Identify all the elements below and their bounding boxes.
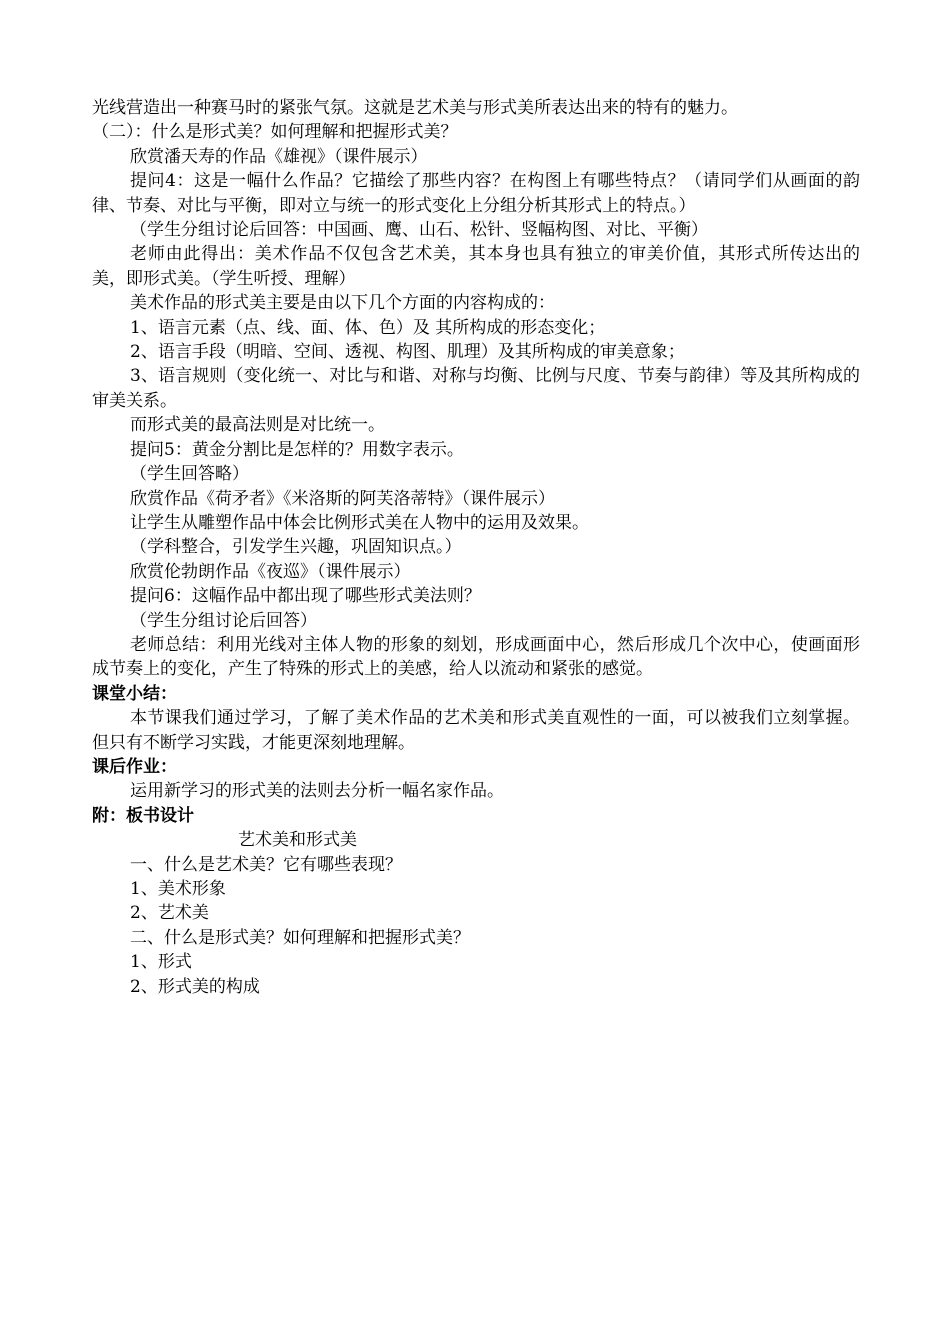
paragraph-class-summary: 本节课我们通过学习，了解了美术作品的艺术美和形式美直观性的一面，可以被我们立刻掌握。但只有不断学习实践，才能更深刻地理解。 [92, 708, 860, 753]
paragraph-integration: （学科整合，引发学生兴趣，巩固知识点。） [130, 537, 462, 558]
paragraph-student-answer-4: （学生分组讨论后回答：中国画、鹰、山石、松针、竖幅构图、对比、平衡） [130, 220, 708, 241]
paragraph-form-composition: 美术作品的形式美主要是由以下几个方面的内容构成的： [130, 293, 555, 314]
board-item-art-beauty: 一、什么是艺术美？它有哪些表现？ [130, 854, 402, 875]
paragraph-appreciate-night-watch: 欣赏伦勃朗作品《夜巡》（课件展示） [130, 561, 411, 582]
board-subitem-art-beauty: 2、艺术美 [130, 903, 209, 924]
paragraph-appreciate-xiongshi: 欣赏潘天寿的作品《雄视》（课件展示） [130, 146, 428, 167]
list-item-language-rules: 3、语言规则（变化统一、对比与和谐、对称与均衡、比例与尺度、节奏与韵律）等及其所构成的审美关系。 [92, 366, 860, 411]
paragraph-highest-rule: 而形式美的最高法则是对比统一。 [130, 415, 385, 436]
board-item-form-beauty: 二、什么是形式美？如何理解和把握形式美？ [130, 927, 470, 948]
board-subitem-form-composition: 2、形式美的构成 [130, 976, 260, 997]
board-subitem-form: 1、形式 [130, 952, 192, 973]
heading-board-design: 附：板书设计 [92, 805, 194, 826]
paragraph-proportion: 让学生从雕塑作品中体会比例形式美在人物中的运用及效果。 [130, 512, 589, 533]
paragraph-teacher-conclusion: 老师由此得出：美术作品不仅包含艺术美，其本身也具有独立的审美价值，其形式所传达出的美，即形式美。（学生听授、理解） [92, 244, 860, 289]
paragraph-question-6: 提问6：这幅作品中都出现了哪些形式美法则？ [130, 586, 481, 607]
heading-homework: 课后作业： [92, 756, 177, 777]
paragraph-homework: 运用新学习的形式美的法则去分析一幅名家作品。 [130, 781, 504, 802]
paragraph-student-answer-6: （学生分组讨论后回答） [130, 610, 317, 631]
paragraph-appreciate-sculptures: 欣赏作品《荷矛者》《米洛斯的阿芙洛蒂特》（课件展示） [130, 488, 555, 509]
document-page [92, 96, 860, 999]
paragraph-teacher-summary: 老师总结：利用光线对主体人物的形象的刻划，形成画面中心，然后形成几个次中心，使画面形成节奏上的变化，产生了特殊的形式上的美感，给人以流动和紧张的感觉。 [92, 634, 860, 680]
paragraph-student-answer-5: （学生回答略） [130, 464, 249, 485]
board-title: 艺术美和形式美 [238, 830, 357, 851]
section-heading-form-beauty: （二）：什么是形式美？如何理解和把握形式美？ [92, 122, 458, 143]
board-subitem-art-image: 1、美术形象 [130, 879, 226, 899]
list-item-language-means: 2、语言手段（明暗、空间、透视、构图、肌理）及其所构成的审美意象； [130, 342, 685, 363]
list-item-language-elements: 1、语言元素（点、线、面、体、色）及 其所构成的形态变化； [130, 317, 606, 338]
heading-class-summary: 课堂小结： [92, 683, 177, 704]
paragraph-question-5: 提问5：黄金分割比是怎样的？用数字表示。 [130, 439, 464, 460]
paragraph-intro-ending: 光线营造出一种赛马时的紧张气氛。这就是艺术美与形式美所表达出来的特有的魅力。 [92, 98, 738, 118]
paragraph-question-4: 提问4：这是一幅什么作品？它描绘了那些内容？在构图上有哪些特点？（请同学们从画面的韵律、节奏、对比与平衡，即对立与统一的形式变化上分组分析其形式上的特点。） [92, 171, 860, 216]
